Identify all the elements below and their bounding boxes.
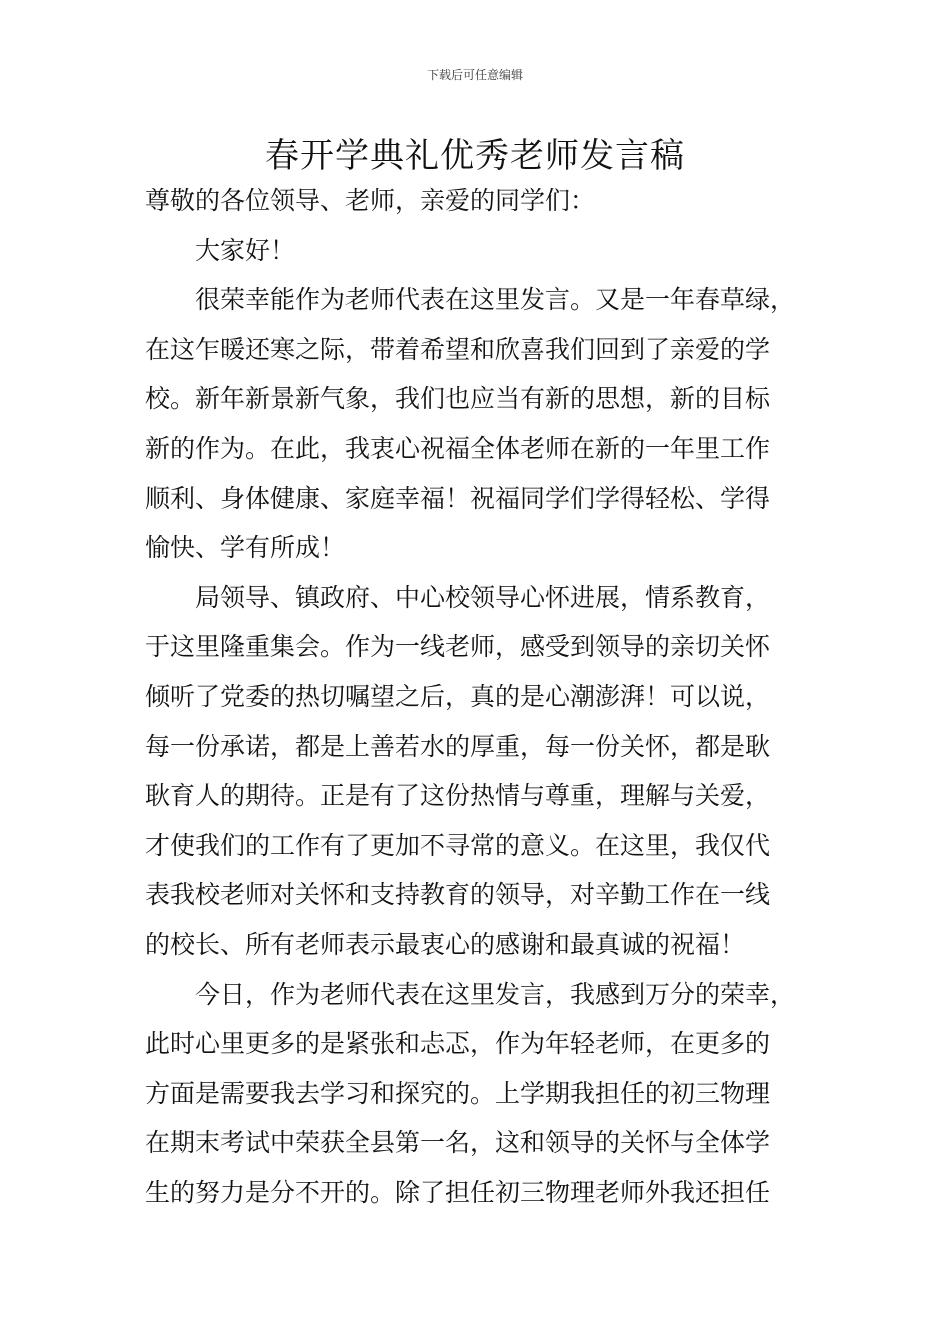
body-line: 表我校老师对关怀和支持教育的领导，对辛勤工作在一线 (145, 880, 771, 910)
page-header-note: 下载后可任意编辑 (426, 68, 523, 82)
body-line: 每一份承诺，都是上善若水的厚重，每一份关怀，都是耿 (145, 731, 771, 761)
document-body (145, 176, 810, 1217)
body-line: 尊敬的各位领导、老师，亲爱的同学们： (145, 186, 596, 215)
body-line: 顺利、身体健康、家庭幸福！祝福同学们学得轻松、学得 (145, 483, 771, 513)
body-line: 此时心里更多的是紧张和忐忑，作为年轻老师，在更多的 (145, 1029, 771, 1059)
body-line: 很荣幸能作为老师代表在这里发言。又是一年春草绿， (195, 285, 796, 315)
body-line: 方面是需要我去学习和探究的。上学期我担任的初三物理 (145, 1078, 771, 1108)
body-line: 的校长、所有老师表示最衷心的感谢和最真诚的祝福！ (145, 929, 746, 959)
body-line: 校。新年新景新气象，我们也应当有新的思想，新的目标 (145, 384, 771, 414)
body-line: 生的努力是分不开的。除了担任初三物理老师外我还担任 (145, 1177, 771, 1207)
document-title: 春开学典礼优秀老师发言稿 (265, 136, 685, 176)
body-line: 愉快、学有所成！ (145, 533, 346, 563)
body-line: 大家好！ (195, 235, 296, 265)
body-line: 局领导、镇政府、中心校领导心怀进展，情系教育， (195, 582, 771, 612)
body-line: 耿育人的期待。正是有了这份热情与尊重，理解与关爱， (145, 781, 771, 811)
body-line: 今日，作为老师代表在这里发言，我感到万分的荣幸， (195, 979, 796, 1009)
body-line: 在期末考试中荣获全县第一名，这和领导的关怀与全体学 (145, 1128, 771, 1158)
body-line: 才使我们的工作有了更加不寻常的意义。在这里，我仅代 (145, 830, 771, 860)
body-line: 新的作为。在此，我衷心祝福全体老师在新的一年里工作 (145, 433, 771, 463)
body-line: 于这里隆重集会。作为一线老师，感受到领导的亲切关怀 (145, 632, 771, 662)
body-line: 倾听了党委的热切嘱望之后，真的是心潮澎湃！可以说， (145, 681, 771, 711)
body-line: 在这乍暖还寒之际，带着希望和欣喜我们回到了亲爱的学 (145, 334, 771, 364)
